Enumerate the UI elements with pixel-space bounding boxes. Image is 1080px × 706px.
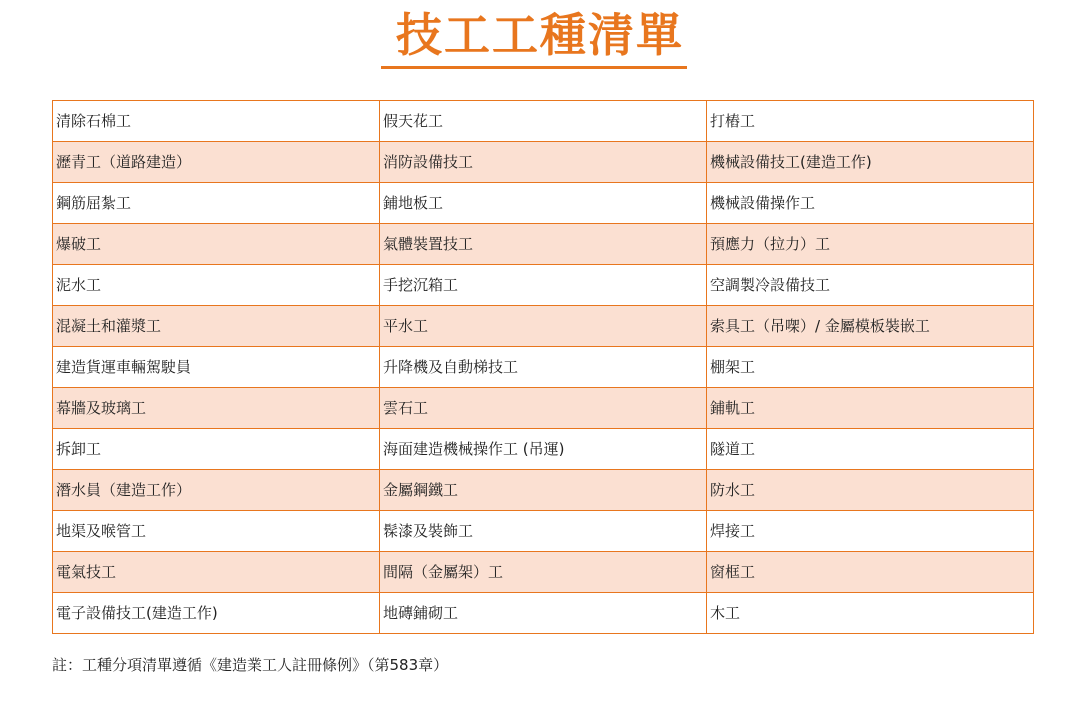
table-row: [53, 593, 1034, 634]
table-cell: 平水工: [380, 306, 707, 347]
table-cell: 鋪軌工: [707, 388, 1034, 429]
table-cell: 鋼筋屈紮工: [53, 183, 380, 224]
table-cell: 瀝青工（道路建造）: [53, 142, 380, 183]
table-cell: 索具工（吊㗎）/ 金屬模板裝嵌工: [707, 306, 1034, 347]
table-cell: 清除石棉工: [53, 101, 380, 142]
table-cell: 手挖沉箱工: [380, 265, 707, 306]
table-cell: 泥水工: [53, 265, 380, 306]
table-cell: 爆破工: [53, 224, 380, 265]
table-row: [53, 470, 1034, 511]
table-cell: 空調製冷設備技工: [707, 265, 1034, 306]
table-row: [53, 429, 1034, 470]
table-cell: 海面建造機械操作工 (吊運): [380, 429, 707, 470]
table-cell: 防水工: [707, 470, 1034, 511]
table-row: [53, 552, 1034, 593]
table-cell: 窗框工: [707, 552, 1034, 593]
footnote: 註：工種分項清單遵循《建造業工人註冊條例》（第583章）: [52, 656, 449, 674]
table-cell: 電子設備技工(建造工作): [53, 593, 380, 634]
table-row: [53, 224, 1034, 265]
table-cell: 鋪地板工: [380, 183, 707, 224]
table-row: [53, 142, 1034, 183]
table-cell: 建造貨運車輛駕駛員: [53, 347, 380, 388]
table-row: [53, 347, 1034, 388]
table-cell: 升降機及自動梯技工: [380, 347, 707, 388]
table-cell: 間隔（金屬架）工: [380, 552, 707, 593]
table-cell: 假天花工: [380, 101, 707, 142]
table-cell: 混凝土和灌漿工: [53, 306, 380, 347]
table-cell: 機械設備操作工: [707, 183, 1034, 224]
table-row: [53, 388, 1034, 429]
table-cell: 機械設備技工(建造工作): [707, 142, 1034, 183]
trade-table: [52, 100, 1034, 634]
table-cell: 棚架工: [707, 347, 1034, 388]
table-cell: 拆卸工: [53, 429, 380, 470]
table-cell: 雲石工: [380, 388, 707, 429]
table-row: [53, 101, 1034, 142]
table-row: [53, 265, 1034, 306]
table-row: [53, 306, 1034, 347]
table-cell: 隧道工: [707, 429, 1034, 470]
table-row: [53, 511, 1034, 552]
table-cell: 電氣技工: [53, 552, 380, 593]
table-cell: 髹漆及裝飾工: [380, 511, 707, 552]
table-cell: 地磚鋪砌工: [380, 593, 707, 634]
page-title: 技工工種清單: [396, 8, 684, 62]
table-cell: 金屬鋼鐵工: [380, 470, 707, 511]
title-underline: [381, 66, 687, 69]
table-cell: 消防設備技工: [380, 142, 707, 183]
table-row: [53, 183, 1034, 224]
table-cell: 潛水員（建造工作）: [53, 470, 380, 511]
table-cell: 幕牆及玻璃工: [53, 388, 380, 429]
table-cell: 氣體裝置技工: [380, 224, 707, 265]
table-cell: 木工: [707, 593, 1034, 634]
table-cell: 打樁工: [707, 101, 1034, 142]
table-cell: 地渠及喉管工: [53, 511, 380, 552]
table-cell: 焊接工: [707, 511, 1034, 552]
table-cell: 預應力（拉力）工: [707, 224, 1034, 265]
